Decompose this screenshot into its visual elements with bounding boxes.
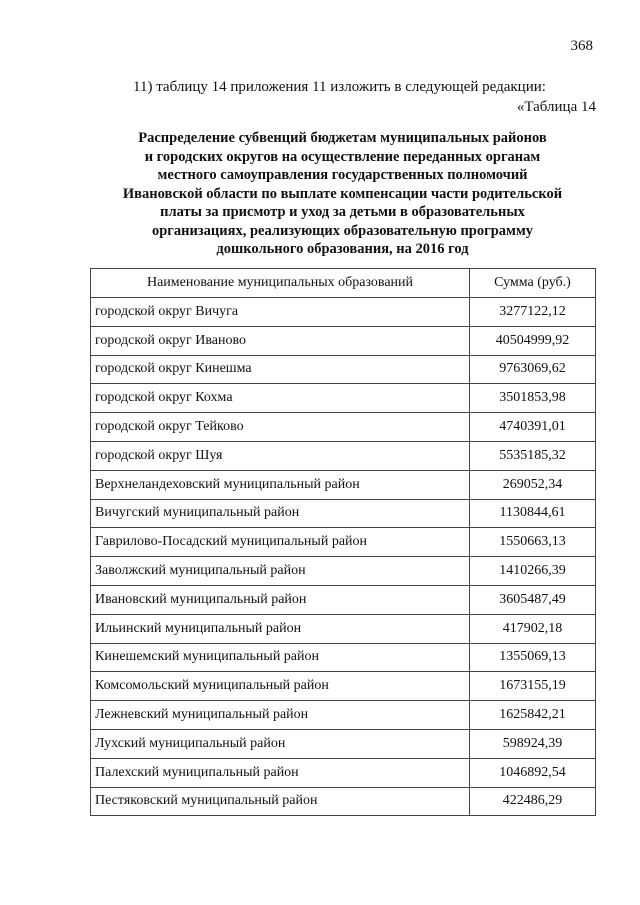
table-body (91, 298, 596, 816)
municipality-name-cell: Верхнеландеховский муниципальный район (91, 470, 470, 499)
municipality-name-cell: Палехский муниципальный район (91, 758, 470, 787)
table-row (91, 326, 596, 355)
table-reference: «Таблица 14 (516, 99, 596, 115)
municipality-name-cell: Гаврилово-Посадский муниципальный район (91, 528, 470, 557)
table-row (91, 355, 596, 384)
title-line: местного самоуправления государственных полномочий (157, 167, 528, 183)
table-row (91, 470, 596, 499)
sum-cell: 269052,34 (470, 470, 596, 499)
table-row (91, 441, 596, 470)
municipality-name-cell: Заволжский муниципальный район (91, 557, 470, 586)
table-header-row (91, 269, 596, 298)
table-row (91, 787, 596, 816)
sum-cell: 40504999,92 (470, 326, 596, 355)
title-line: Распределение субвенций бюджетам муниципальных районов (138, 130, 547, 146)
table-row (91, 643, 596, 672)
title-line: платы за присмотр и уход за детьми в образовательных (160, 204, 525, 220)
page-number: 368 (570, 38, 593, 54)
municipality-name-cell: городской округ Кохма (91, 384, 470, 413)
table-row (91, 729, 596, 758)
table-row (91, 557, 596, 586)
column-header-sum: Сумма (руб.) (470, 269, 596, 298)
intro-text: 11) таблицу 14 приложения 11 изложить в следующей редакции: (133, 79, 546, 95)
municipality-name-cell: Лухский муниципальный район (91, 729, 470, 758)
column-header-name: Наименование муниципальных образований (91, 269, 470, 298)
sum-cell: 422486,29 (470, 787, 596, 816)
municipality-name-cell: Комсомольский муниципальный район (91, 672, 470, 701)
table-row (91, 528, 596, 557)
municipality-name-cell: городской округ Вичуга (91, 298, 470, 327)
municipality-name-cell: Кинешемский муниципальный район (91, 643, 470, 672)
title-line: и городских округов на осуществление переданных органам (144, 148, 541, 165)
sum-cell: 1355069,13 (470, 643, 596, 672)
title-line: организациях, реализующих образовательную программу (151, 222, 534, 239)
municipality-name-cell: Вичугский муниципальный район (91, 499, 470, 528)
table-row (91, 672, 596, 701)
municipality-name-cell: Ивановский муниципальный район (91, 585, 470, 614)
table-row (91, 298, 596, 327)
table-row (91, 384, 596, 413)
table-row (91, 413, 596, 442)
sum-cell: 1625842,21 (470, 701, 596, 730)
sum-cell: 9763069,62 (470, 355, 596, 384)
sum-cell: 1550663,13 (470, 528, 596, 557)
sum-cell: 5535185,32 (470, 441, 596, 470)
municipality-name-cell: Ильинский муниципальный район (91, 614, 470, 643)
municipality-name-cell: Лежневский муниципальный район (91, 701, 470, 730)
municipality-name-cell: городской округ Иваново (91, 326, 470, 355)
sum-cell: 1673155,19 (470, 672, 596, 701)
municipality-name-cell: городской округ Шуя (91, 441, 470, 470)
sum-cell: 1046892,54 (470, 758, 596, 787)
sum-cell: 417902,18 (470, 614, 596, 643)
table-row (91, 499, 596, 528)
table-row (91, 758, 596, 787)
sum-cell: 3501853,98 (470, 384, 596, 413)
municipality-name-cell: Пестяковский муниципальный район (91, 787, 470, 816)
municipality-name-cell: городской округ Тейково (91, 413, 470, 442)
table-row (91, 585, 596, 614)
sum-cell: 4740391,01 (470, 413, 596, 442)
municipality-name-cell: городской округ Кинешма (91, 355, 470, 384)
document-title (90, 129, 595, 259)
subsidies-table (90, 268, 596, 816)
title-line: дошкольного образования, на 2016 год (216, 241, 469, 257)
sum-cell: 3277122,12 (470, 298, 596, 327)
title-line: Ивановской области по выплате компенсации части родительской (122, 185, 563, 202)
sum-cell: 1410266,39 (470, 557, 596, 586)
table-row (91, 701, 596, 730)
table-row (91, 614, 596, 643)
sum-cell: 598924,39 (470, 729, 596, 758)
sum-cell: 1130844,61 (470, 499, 596, 528)
sum-cell: 3605487,49 (470, 585, 596, 614)
